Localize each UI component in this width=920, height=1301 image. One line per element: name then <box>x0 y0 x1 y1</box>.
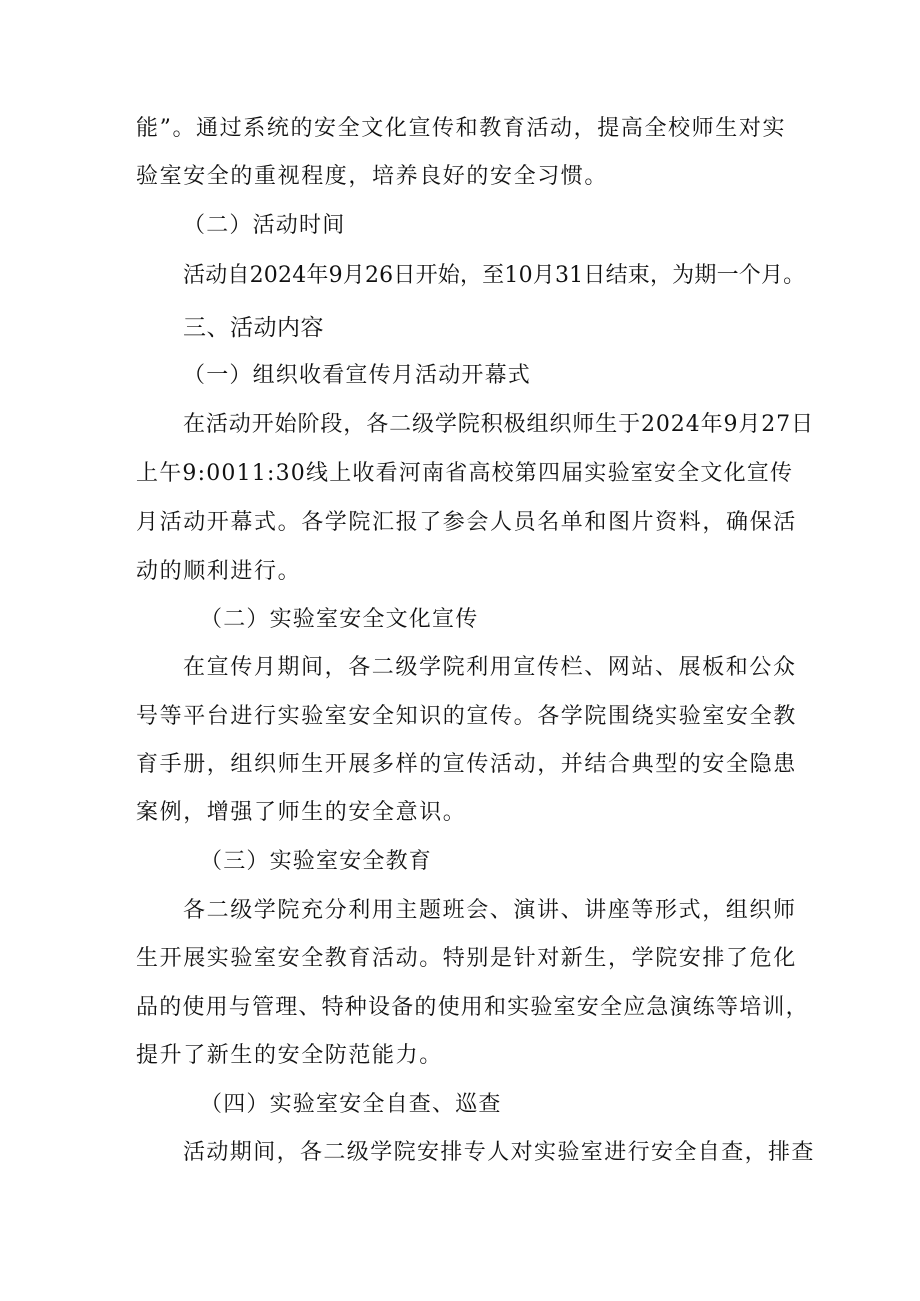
paragraph-inspection-line-1: 活动期间，各二级学院安排专人对实验室进行安全自查，排查 <box>183 1140 815 1165</box>
paragraph-education-line-2: 生开展实验室安全教育活动。特别是针对新生，学院安排了危化 <box>136 946 797 971</box>
paragraph-goal-line-2: 验室安全的重视程度，培养良好的安全习惯。 <box>136 164 609 189</box>
subheading-opening-ceremony: （一）组织收看宣传月活动开幕式 <box>183 363 532 388</box>
subheading-safety-education: （三）实验室安全教育 <box>200 849 433 874</box>
paragraph-goal-line-1: 能”。通过系统的安全文化宣传和教育活动，提高全校师生对实 <box>136 116 787 141</box>
paragraph-education-line-4: 提升了新生的安全防范能力。 <box>136 1043 443 1068</box>
paragraph-opening-line-1: 在活动开始阶段，各二级学院积极组织师生于2024年9月27日 <box>183 412 814 437</box>
paragraph-education-line-3: 品的使用与管理、特种设备的使用和实验室安全应急演练等培训， <box>136 995 809 1020</box>
subheading-activity-time: （二）活动时间 <box>183 213 346 238</box>
paragraph-activity-time: 活动自2024年9月26日开始，至10月31日结束，为期一个月。 <box>183 263 806 288</box>
paragraph-promotion-line-2: 号等平台进行实验室安全知识的宣传。各学院围绕实验室安全教 <box>136 704 797 729</box>
paragraph-promotion-line-4: 案例，增强了师生的安全意识。 <box>136 800 467 825</box>
paragraph-education-line-1: 各二级学院充分利用主题班会、演讲、讲座等形式，组织师 <box>183 898 797 923</box>
section-heading-activity-content: 三、活动内容 <box>183 315 324 341</box>
paragraph-opening-line-4: 动的顺利进行。 <box>136 559 302 584</box>
paragraph-opening-line-3: 月活动开幕式。各学院汇报了参会人员名单和图片资料，确保活 <box>136 510 797 535</box>
paragraph-promotion-line-1: 在宣传月期间，各二级学院利用宣传栏、网站、展板和公众 <box>183 655 797 680</box>
paragraph-opening-line-2: 上午9:0011:30线上收看河南省高校第四届实验室安全文化宣传 <box>136 461 794 486</box>
paragraph-promotion-line-3: 育手册，组织师生开展多样的宣传活动，并结合典型的安全隐患 <box>136 752 797 777</box>
subheading-self-inspection: （四）实验室安全自查、巡查 <box>200 1092 502 1117</box>
subheading-culture-promotion: （二）实验室安全文化宣传 <box>200 607 479 632</box>
